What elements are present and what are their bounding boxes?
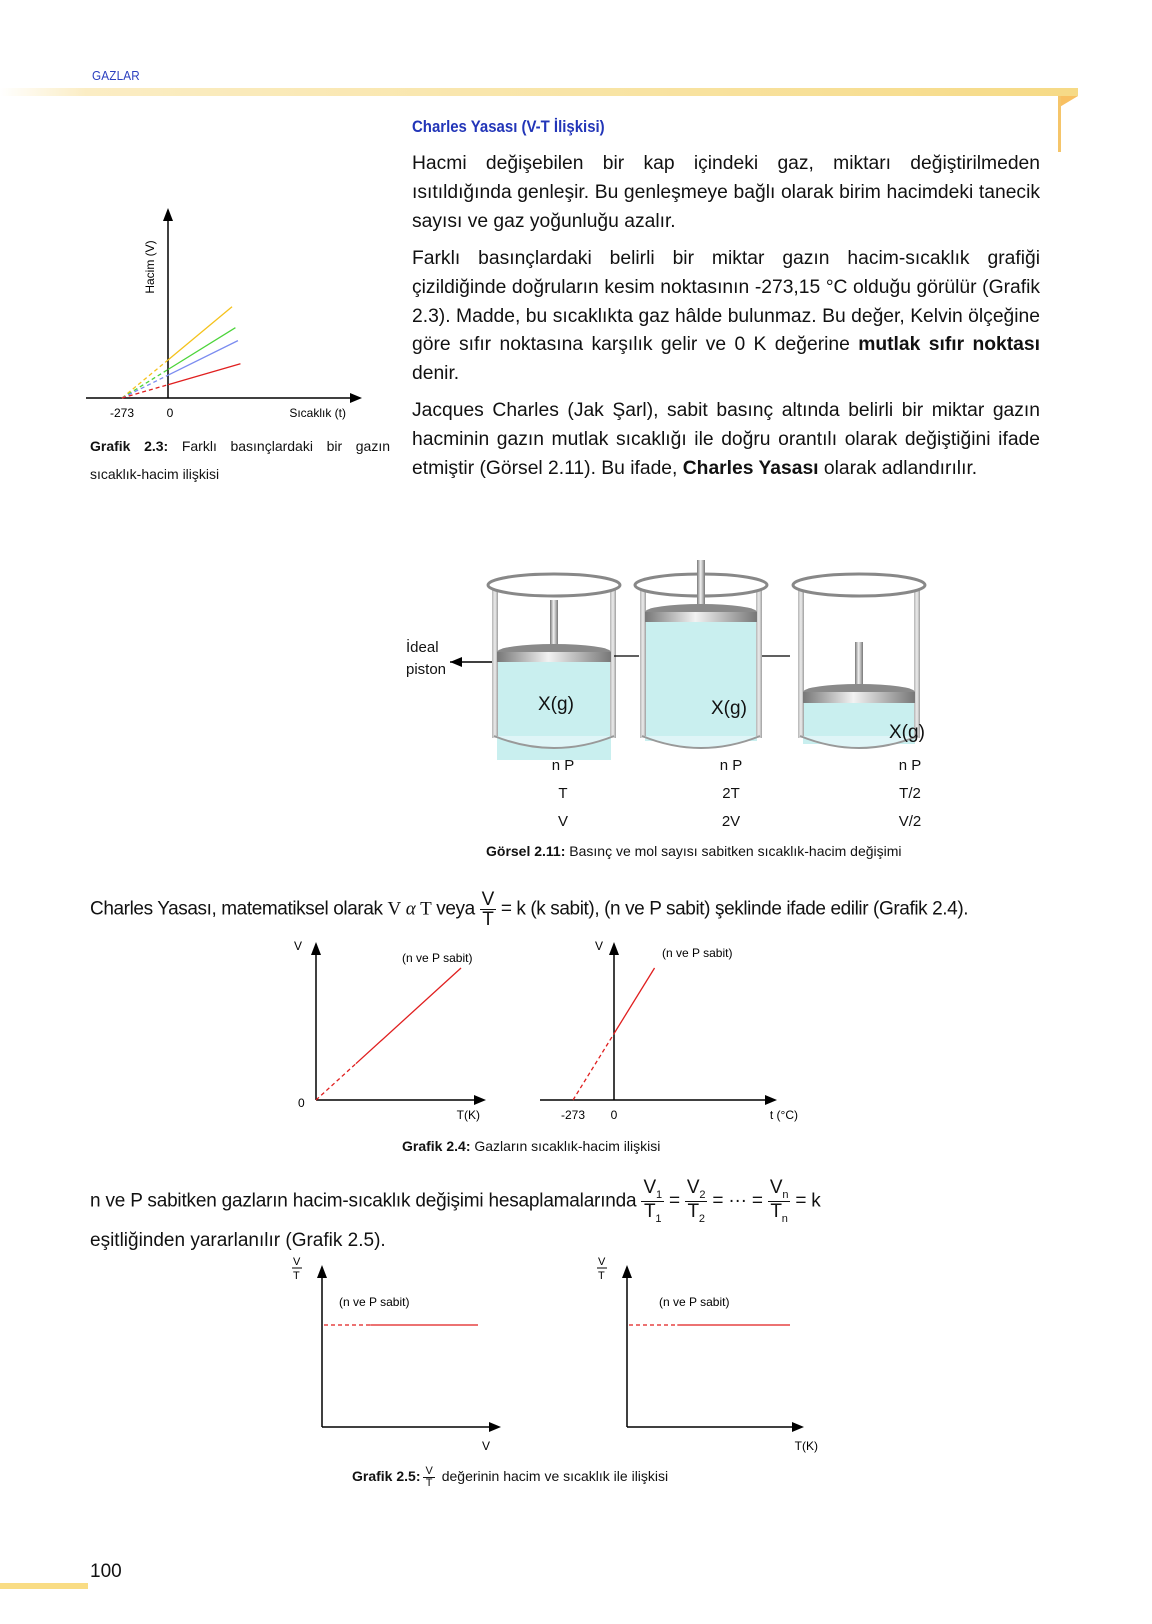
frac-den: T — [643, 1200, 656, 1222]
y-axis-label: Hacim (V) — [143, 240, 157, 294]
caption-label: Grafik 2.3: — [90, 438, 169, 454]
formula-proportional: α — [405, 898, 416, 920]
chart-grafik-2-5b — [586, 1256, 826, 1456]
series-line-extrapolated — [573, 1034, 614, 1100]
piston-label — [406, 637, 446, 681]
beaker-2 — [635, 560, 767, 748]
paragraph-3-text: Jacques Charles (Jak Şarl), sabit basınç altında belirli bir miktar gazın hacminin gazın mutlak sıcaklığı ile doğru orantılı olarak değiştiğini ifade etmiştir (Görsel 2.11). Bu ifade, — [412, 400, 1040, 479]
y-axis-label-den: T — [293, 1270, 300, 1282]
caption-text: değerinin hacim ve sıcaklık ile ilişkisi — [437, 1468, 669, 1485]
beaker-temperature: 2T — [722, 785, 740, 802]
beaker-np: n P — [719, 757, 743, 774]
chart-grafik-2-5a — [290, 1256, 520, 1456]
law-text: = k (k sabit), (n ve P sabit) şeklinde ifade edilir (Grafik 2.4). — [495, 898, 969, 920]
y-axis-label-num: V — [293, 1256, 301, 1268]
fraction-v-over-t — [480, 890, 496, 929]
caption-gorsel-2-11 — [486, 843, 902, 859]
section-title: Charles Yasası (V-T İlişkisi) — [412, 117, 605, 136]
y-axis-arrow-icon — [609, 942, 619, 955]
series-line-green — [168, 328, 235, 370]
frac-den: T — [482, 909, 494, 930]
formula-v: V — [387, 898, 401, 920]
subscript: 1 — [655, 1188, 662, 1201]
paragraph-1: Hacmi değişebilen bir kap içindeki gaz, miktarı değiştirilmeden ısıtıldığında genleşir. Bu genleşmeye bağlı olarak birim hacimdeki tanecik sayısı ve gaz yoğunluğu azalır. — [412, 153, 1040, 232]
paragraph-3 — [412, 397, 1040, 483]
law-text: veya — [431, 898, 480, 920]
x-tick-label: -273 — [109, 406, 135, 420]
origin-label: 0 — [298, 1096, 305, 1110]
x-axis-arrow-icon — [489, 1422, 501, 1432]
caption-label: Görsel 2.11: — [486, 843, 566, 859]
x-axis-arrow-icon — [350, 393, 362, 403]
frac-den: T — [770, 1200, 782, 1222]
ratio-equation-line — [90, 1178, 821, 1225]
subscript: 1 — [655, 1212, 662, 1225]
x-axis-arrow-icon — [474, 1095, 486, 1105]
x-axis-label: V — [481, 1439, 491, 1453]
caption-text: Farklı basınçlardaki bir gazın sıcaklık-hacim ilişkisi — [90, 438, 390, 482]
gas-label: X(g) — [889, 722, 925, 743]
series-line-green-extrapolated — [122, 370, 168, 399]
caption-text: Gazların sıcaklık-hacim ilişkisi — [470, 1138, 661, 1154]
header-bar — [0, 88, 1078, 96]
caption-label: Grafik 2.4: — [402, 1138, 471, 1154]
equation-text: n ve P sabitken gazların hacim-sıcaklık değişimi hesaplamalarında — [90, 1190, 642, 1212]
x-tick-label: 0 — [166, 406, 174, 420]
y-axis-arrow-icon — [622, 1265, 632, 1278]
paragraph-3-end: olarak adlandırılır. — [818, 457, 978, 479]
equals-k: = k — [790, 1190, 821, 1212]
beaker-volume: 2V — [721, 813, 741, 830]
gas-label: X(g) — [711, 698, 747, 719]
series-line-blue — [168, 341, 238, 376]
series-line — [356, 968, 461, 1064]
x-axis-arrow-icon — [792, 1422, 804, 1432]
beaker-temperature: T/2 — [899, 785, 921, 802]
term-absolute-zero: mutlak sıfır noktası — [858, 334, 1040, 356]
annotation: (n ve P sabit) — [402, 951, 473, 965]
subscript: 2 — [698, 1212, 705, 1225]
law-text: Charles Yasası, matematiksel olarak — [90, 898, 388, 920]
caption-label: Grafik 2.5: — [352, 1468, 421, 1485]
beaker-np: n P — [551, 757, 575, 774]
equals-sign: = — [663, 1190, 685, 1212]
footer-bar — [0, 1583, 88, 1589]
x-tick-label: -273 — [560, 1108, 586, 1122]
law-statement — [90, 890, 968, 929]
series-line-red-extrapolated — [122, 385, 168, 398]
ellipsis-equals: = ··· = — [707, 1190, 768, 1212]
chapter-label: GAZLAR — [92, 68, 140, 83]
paragraph-2 — [412, 245, 1040, 389]
y-axis-label: V — [595, 939, 604, 953]
ratio-equation-end: eşitliğinden yararlanılır (Grafik 2.5). — [90, 1230, 386, 1251]
y-axis-arrow-icon — [317, 1265, 327, 1278]
fraction-vn-tn — [768, 1178, 790, 1225]
frac-den: T — [425, 1477, 433, 1489]
y-axis-arrow-icon — [163, 208, 173, 221]
caption-text: Basınç ve mol sayısı sabitken sıcaklık-hacim değişimi — [565, 843, 902, 859]
beaker-np: n P — [898, 757, 922, 774]
y-axis-arrow-icon — [311, 942, 321, 955]
piston-label-line-1: İdeal — [406, 639, 439, 656]
x-axis-label: t (°C) — [769, 1108, 798, 1122]
annotation: (n ve P sabit) — [339, 1295, 410, 1309]
series-line-yellow — [168, 307, 232, 360]
beaker-volume: V — [557, 813, 568, 830]
caption-grafik-2-5 — [352, 1466, 668, 1489]
paragraph-2-end: denir. — [412, 363, 460, 385]
y-axis-label-num: V — [598, 1256, 606, 1268]
beaker-temperature: T — [558, 785, 568, 802]
beaker-volume: V/2 — [898, 813, 922, 830]
chart-grafik-2-4b — [540, 935, 810, 1125]
fraction-v2-t2 — [685, 1178, 707, 1225]
header-corner-decoration — [1058, 88, 1078, 108]
frac-num: V — [769, 1177, 783, 1198]
gas-label: X(g) — [538, 694, 574, 715]
figure-beakers — [450, 560, 1030, 760]
series-line-extrapolated — [316, 1064, 356, 1100]
frac-num: V — [686, 1177, 700, 1198]
header-vertical-line — [1058, 96, 1061, 152]
beaker-1-values — [533, 752, 593, 836]
paragraph-2-text: Farklı basınçlardaki belirli bir miktar gazın hacim-sıcaklık grafiği çizildiğinde doğruların kesim noktasının -273,15 °C olduğu görülür (Grafik 2.3). Madde, bu sıcaklıkta gaz hâlde bulunmaz. Bu değer, Kelvin ölçeğine göre sıfır noktasına karşılık gelir ve 0 K değerine — [412, 248, 1040, 356]
term-charles-law: Charles Yasası — [682, 457, 819, 479]
formula-t: T — [420, 898, 432, 920]
series-line-red — [168, 364, 240, 385]
frac-num: V — [425, 1465, 433, 1477]
beaker-1 — [488, 574, 620, 760]
x-tick-label: 0 — [610, 1108, 618, 1122]
page-number: 100 — [90, 1561, 122, 1582]
subscript: n — [781, 1212, 788, 1225]
chart-grafik-2-4a — [290, 935, 520, 1125]
fraction-v1-t1 — [641, 1178, 663, 1225]
piston-pointer-arrow-icon — [450, 657, 462, 667]
frac-den: T — [687, 1200, 699, 1222]
fraction-v-over-t — [423, 1466, 434, 1489]
y-axis-label-den: T — [598, 1270, 605, 1282]
series-line — [614, 968, 655, 1034]
x-axis-label: Sıcaklık (t) — [289, 406, 346, 420]
annotation: (n ve P sabit) — [659, 1295, 730, 1309]
frac-num: V — [481, 889, 494, 910]
beaker-2-values — [701, 752, 761, 836]
x-axis-arrow-icon — [765, 1095, 777, 1105]
subscript: n — [782, 1188, 789, 1201]
x-axis-label: T(K) — [456, 1108, 480, 1122]
caption-grafik-2-3 — [90, 432, 390, 488]
beaker-3-values — [880, 752, 940, 836]
piston-label-line-2: piston — [406, 661, 447, 678]
subscript: 2 — [699, 1188, 706, 1201]
y-axis-label: V — [294, 939, 303, 953]
caption-grafik-2-4 — [402, 1138, 660, 1154]
annotation: (n ve P sabit) — [662, 946, 733, 960]
x-axis-label: T(K) — [794, 1439, 818, 1453]
chart-grafik-2-3 — [86, 205, 386, 420]
frac-num: V — [643, 1177, 656, 1198]
